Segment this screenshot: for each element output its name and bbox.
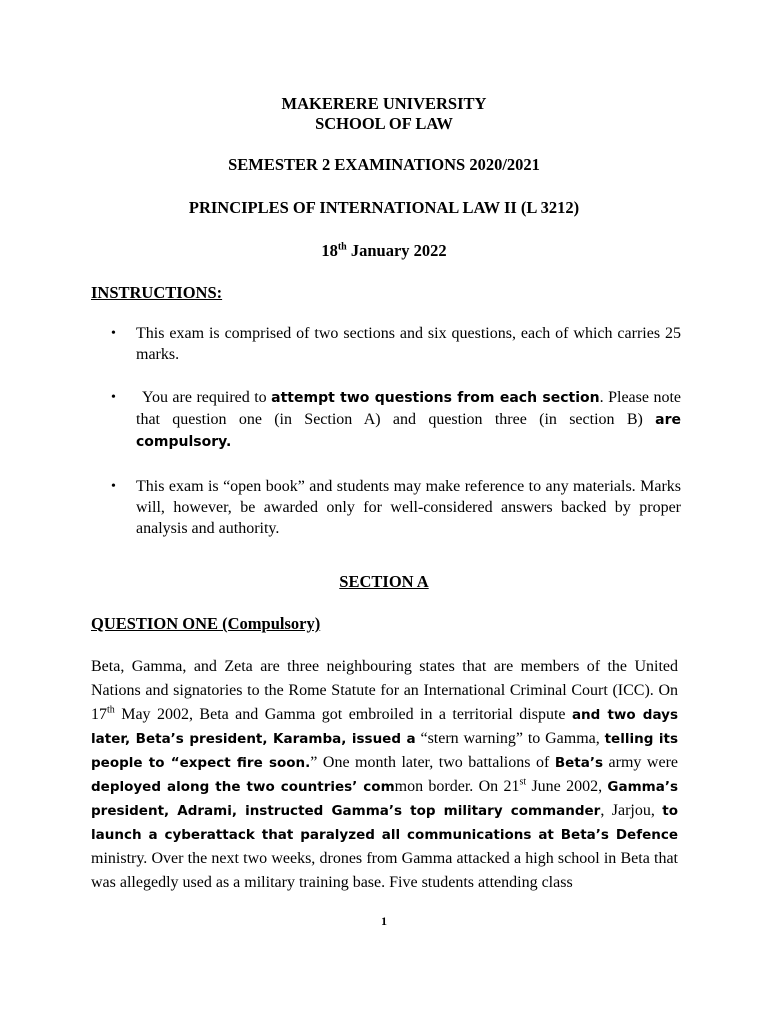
instruction-item: • This exam is comprised of two sections and six questions, each of which carries 25 marks. xyxy=(111,325,681,363)
instructions-heading: INSTRUCTIONS: xyxy=(91,283,223,302)
course-title: PRINCIPLES OF INTERNATIONAL LAW II (L 3212) xyxy=(188,198,580,217)
bullet-icon: • xyxy=(111,479,116,494)
question-title: QUESTION ONE (Compulsory) xyxy=(91,614,321,633)
bullet-icon: • xyxy=(111,390,116,405)
instruction-item: • You are required to attempt two questions from each section. Please note that question one (in Section A) and question three (in section B) are compulsory. xyxy=(111,389,682,450)
section-title: SECTION A xyxy=(339,572,429,591)
exam-title: SEMESTER 2 EXAMINATIONS 2020/2021 xyxy=(228,155,540,174)
page-number: 1 xyxy=(381,914,387,928)
instruction-item: • This exam is “open book” and students may make reference to any materials. Marks will, however, be awarded only for well-considered answers backed by proper analysis and authority. xyxy=(111,478,681,537)
instructions-list xyxy=(91,323,681,539)
section-title-wrap xyxy=(0,572,768,592)
university-name: MAKERERE UNIVERSITY xyxy=(281,94,487,113)
question-text: Beta, Gamma, and Zeta are three neighbouring states that are members of the United Nations and signatories to the Rome Statute for an International Criminal Court (ICC). On 17th May 2002, Beta and Gamma got embroiled in a territorial dispute and two days later, Beta’s president, Karamba, issued a “stern warning” to Gamma, telling its people to “expect fire soon.” One month later, two battalions of Beta’s army were deployed along the two countries’ common border. On 21st June 2002, Gamma’s president, Adrami, instructed Gamma’s top military commander, Jarjou, to launch a cyberattack that paralyzed all communications at Beta’s Defence ministry. Over the next two weeks, drones from Gamma attacked a high school in Beta that was allegedly used as a military training base. Five students attending class xyxy=(91,658,679,891)
school-name: SCHOOL OF LAW xyxy=(315,114,453,133)
bullet-icon: • xyxy=(111,326,116,341)
exam-date: 18th January 2022 xyxy=(321,241,447,260)
